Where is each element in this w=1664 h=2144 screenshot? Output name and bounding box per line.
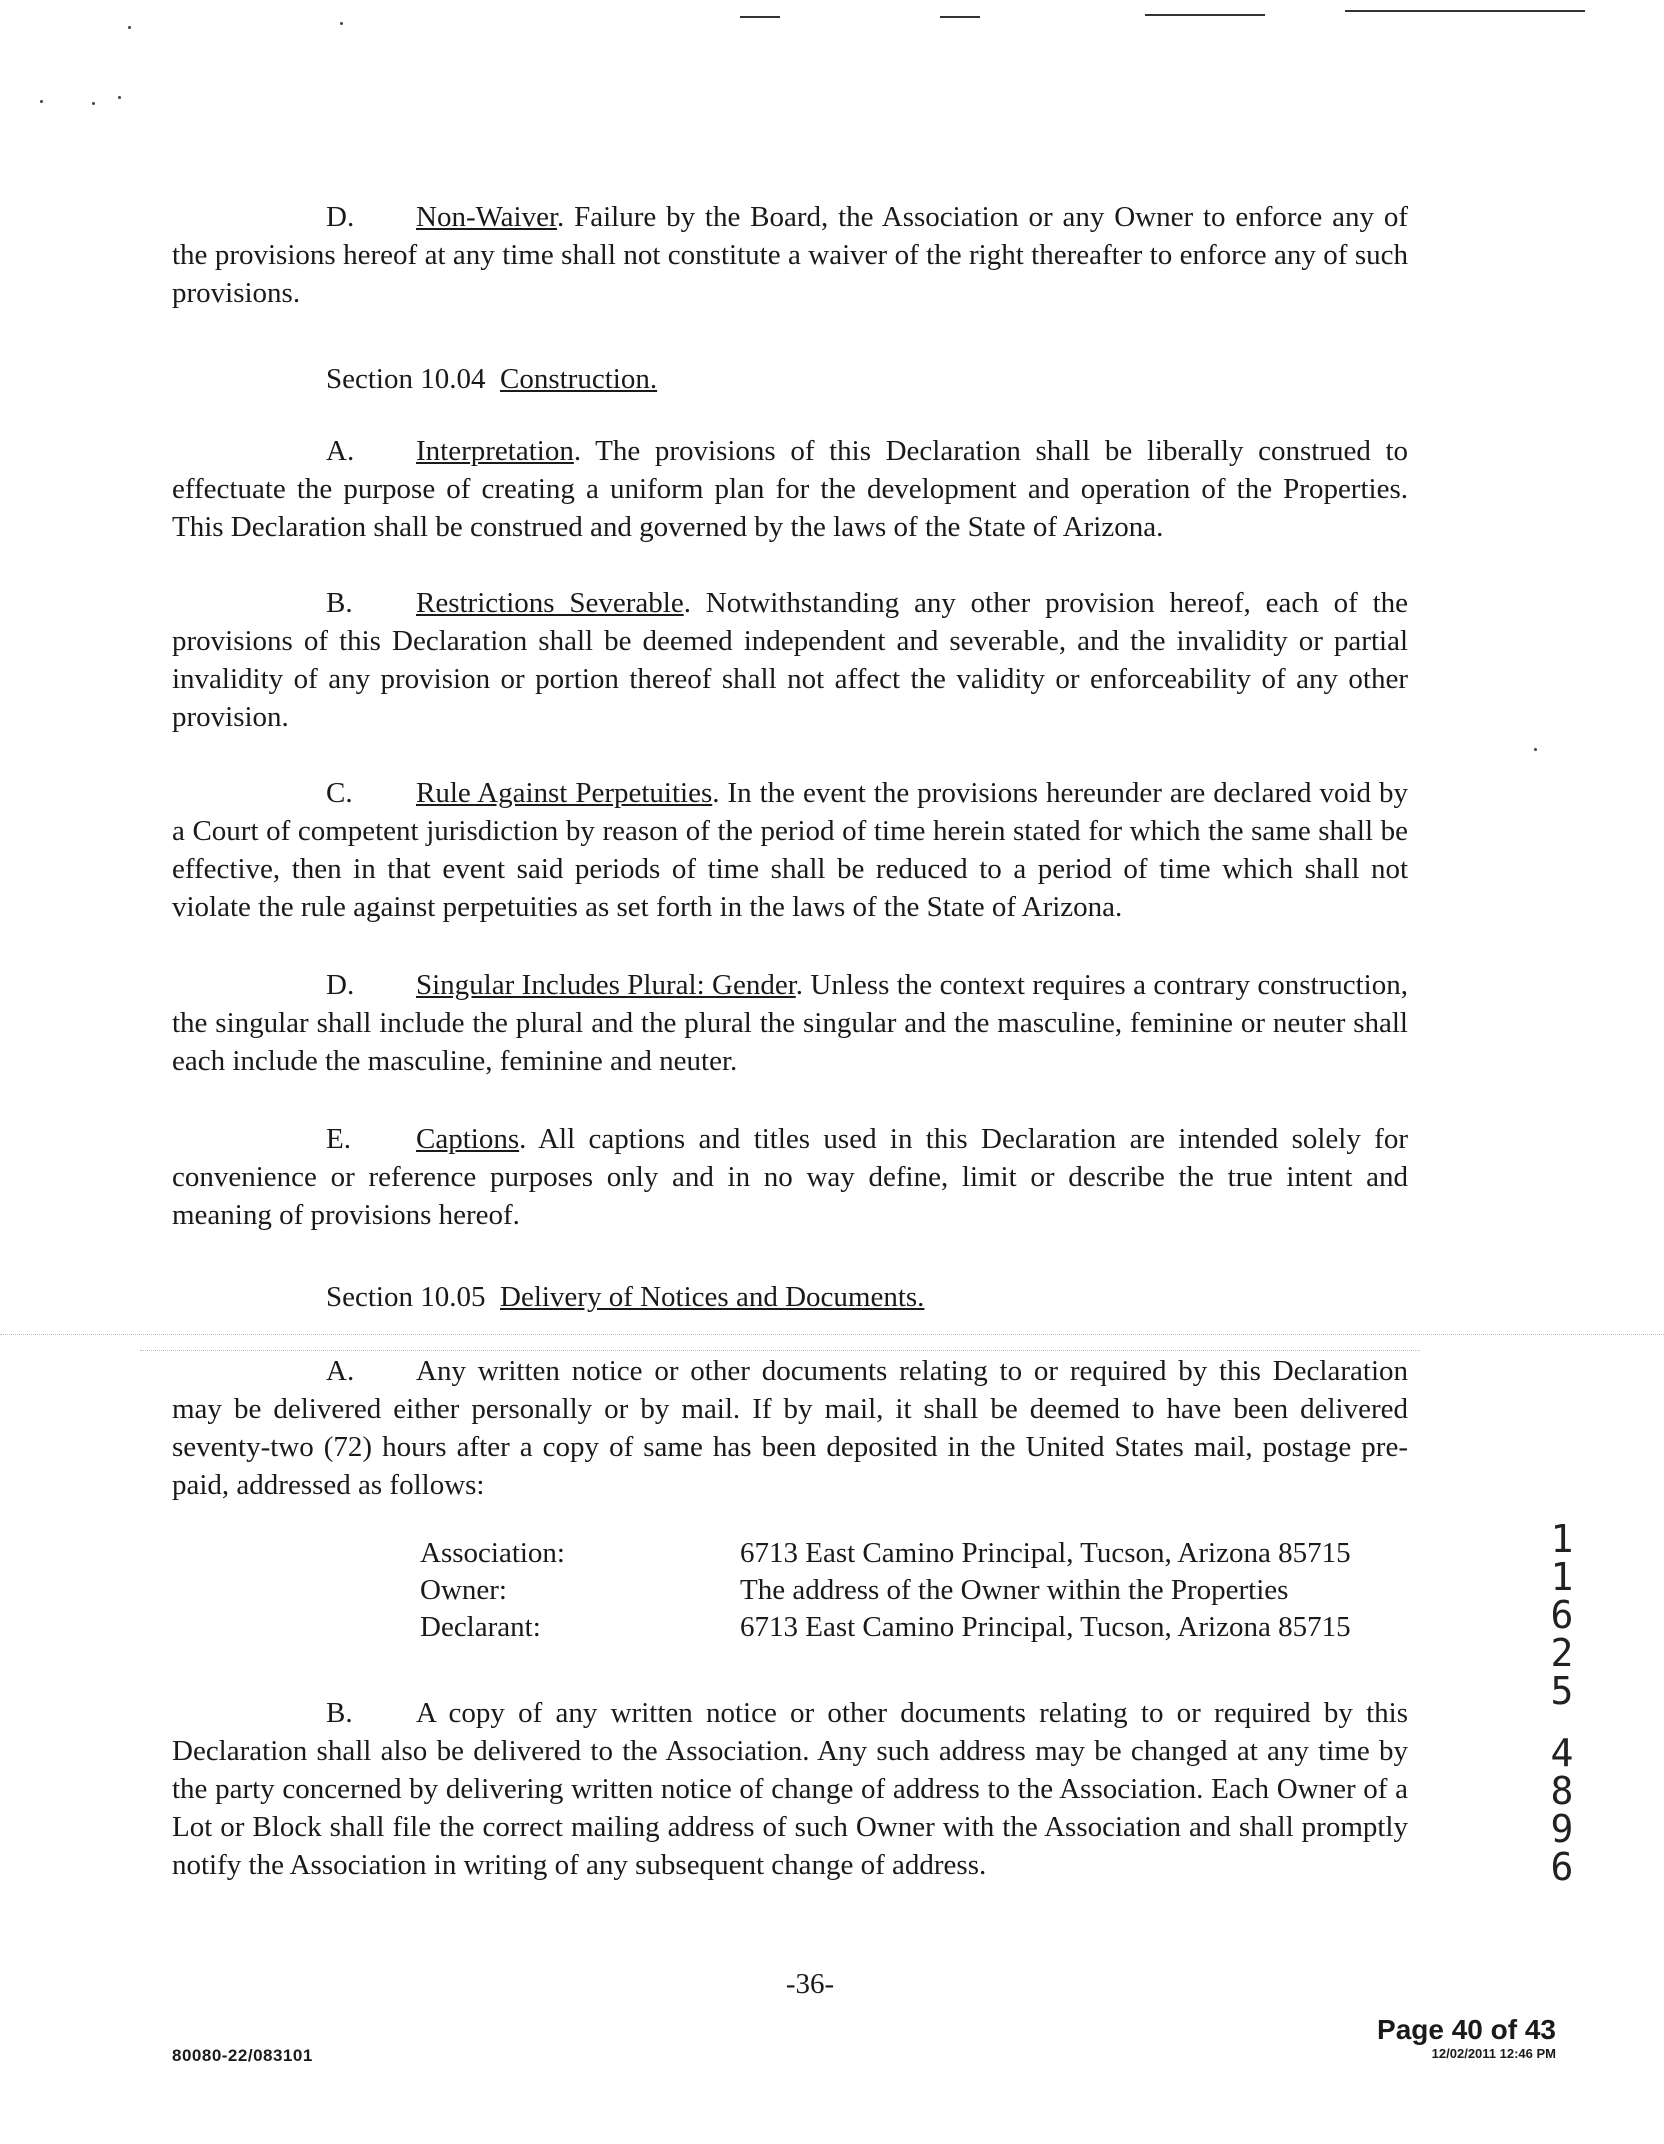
paragraph-letter: D. [326, 201, 355, 233]
paragraph-interpretation [172, 432, 1408, 546]
paragraph-letter: B. [326, 587, 353, 619]
scan-speck [92, 102, 95, 105]
address-row [420, 1535, 1351, 1572]
stamp-digit: 4 [1550, 1731, 1574, 1775]
paragraph-non-waiver [172, 198, 1408, 312]
paragraph-letter: D. [326, 969, 355, 1001]
paragraph-captions [172, 1120, 1408, 1234]
scan-artifact-dots [0, 1334, 1664, 1335]
paragraph-text: . Failure by the Board, the Association or any Owner to enforce any of the provisions hereof at any time shall not constitute a waiver of the right thereafter to enforce any of such provisions. [172, 201, 1408, 309]
address-value: 6713 East Camino Principal, Tucson, Arizona 85715 [740, 1611, 1351, 1643]
scan-speck [40, 100, 43, 103]
paragraph-letter: A. [326, 435, 355, 467]
scan-artifact-line [1145, 14, 1265, 16]
scan-speck [340, 22, 343, 25]
paragraph-letter: E. [326, 1123, 351, 1155]
paragraph-title: Restrictions Severable [416, 587, 684, 619]
recording-number-stamp [1540, 1517, 1584, 1889]
section-heading-10-04 [326, 360, 657, 398]
paragraph-title: Non-Waiver [416, 201, 558, 233]
stamp-digit: 9 [1550, 1807, 1574, 1851]
scan-speck [1534, 748, 1537, 751]
stamp-digit: 8 [1550, 1769, 1574, 1813]
address-row [420, 1572, 1351, 1609]
timestamp: 12/02/2011 12:46 PM [1431, 2046, 1556, 2061]
paragraph-text: Any written notice or other documents relating to or required by this Declaration may be delivered either personally or by mail. If by mail, it shall be deemed to have been delivered seventy-two (72) hours after a copy of same has been deposited in the United States mail, postage pre-paid, addressed as follows: [172, 1355, 1408, 1501]
paragraph-text: . Unless the context requires a contrary construction, the singular shall include the plural and the plural the singular and the masculine, feminine or neuter shall each include the masculine, feminine and neuter. [172, 969, 1408, 1077]
paragraph-letter: C. [326, 777, 353, 809]
stamp-digit: 1 [1550, 1555, 1574, 1599]
section-number: Section 10.05 [326, 1281, 486, 1313]
address-value: The address of the Owner within the Properties [740, 1574, 1289, 1606]
address-label: Association: [420, 1537, 565, 1569]
paragraph-copy-of-notice [172, 1694, 1408, 1884]
stamp-digit: 6 [1550, 1593, 1574, 1637]
page-counter-stamp [1377, 2014, 1556, 2062]
scan-speck [118, 96, 121, 99]
address-row [420, 1609, 1351, 1646]
paragraph-text: A copy of any written notice or other documents relating to or required by this Declaration shall also be delivered to the Association. Any such address may be changed at any time by the party concerned by delivering written notice of change of address to the Association. Each Owner of a Lot or Block shall file the correct mailing address of such Owner with the Association and shall promptly notify the Association in writing of any subsequent change of address. [172, 1697, 1408, 1881]
paragraph-restrictions-severable [172, 584, 1408, 736]
scan-speck [128, 26, 131, 29]
paragraph-title: Singular Includes Plural: Gender [416, 969, 796, 1001]
address-list [420, 1535, 1351, 1646]
section-title: Delivery of Notices and Documents. [500, 1281, 925, 1313]
stamp-digit: 6 [1550, 1845, 1574, 1889]
scan-artifact-line [940, 16, 980, 18]
section-heading-10-05 [326, 1278, 924, 1316]
address-value: 6713 East Camino Principal, Tucson, Arizona 85715 [740, 1537, 1351, 1569]
document-id: 80080-22/083101 [172, 2046, 313, 2065]
paragraph-letter: B. [326, 1697, 353, 1729]
section-number: Section 10.04 [326, 363, 486, 395]
paragraph-text: . Notwithstanding any other provision hereof, each of the provisions of this Declaration shall be deemed independent and severable, and the invalidity or partial invalidity of any provision or portion thereof shall not affect the validity or enforceability of any other provision. [172, 587, 1409, 733]
scan-artifact-line [740, 16, 780, 18]
scan-artifact-dots [140, 1350, 1420, 1351]
stamp-digit: 2 [1550, 1631, 1574, 1675]
paragraph-title: Interpretation [416, 435, 574, 467]
paragraph-title: Captions [416, 1123, 520, 1155]
paragraph-title: Rule Against Perpetuities [416, 777, 713, 809]
paragraph-text: . In the event the provisions hereunder are declared void by a Court of competent jurisdiction by reason of the period of time herein stated for which the same shall be effective, then in that event said periods of time shall be reduced to a period of time which shall not violate the rule against perpetuities as set forth in the laws of the State of Arizona. [172, 777, 1408, 923]
paragraph-letter: A. [326, 1355, 355, 1387]
paragraph-rule-against-perpetuities [172, 774, 1408, 926]
stamp-digit: 1 [1550, 1517, 1574, 1561]
paragraph-singular-plural [172, 966, 1408, 1080]
section-title: Construction. [500, 363, 658, 395]
scan-artifact-line [1345, 10, 1585, 12]
paragraph-written-notice [172, 1352, 1408, 1504]
paragraph-text: . The provisions of this Declaration shall be liberally construed to effectuate the purpose of creating a uniform plan for the development and operation of the Properties. This Declaration shall be construed and governed by the laws of the State of Arizona. [172, 435, 1408, 543]
page-number: -36- [785, 1968, 835, 2000]
address-label: Owner: [420, 1574, 507, 1606]
paragraph-text: . All captions and titles used in this Declaration are intended solely for convenience or reference purposes only and in no way define, limit or describe the true intent and meaning of provisions hereof. [172, 1123, 1408, 1231]
address-label: Declarant: [420, 1611, 541, 1643]
page-of-label: Page 40 of 43 [1377, 2014, 1556, 2045]
stamp-digit: 5 [1550, 1669, 1574, 1713]
